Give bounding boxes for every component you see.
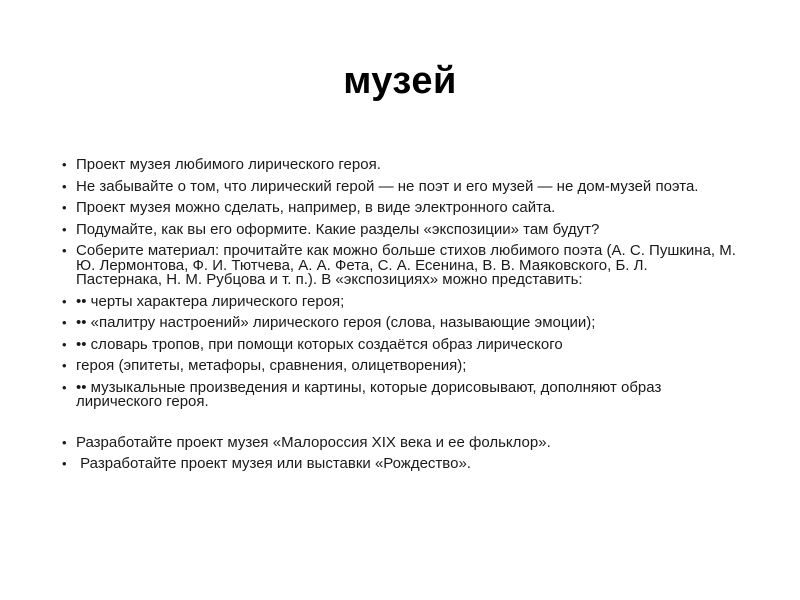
bullet-marker: • [62,434,67,450]
bullet-text: Разработайте проект музея «Малороссия XIX века и ее фольклор». [76,433,551,451]
bullet-marker: • [62,358,67,373]
bullet-marker: • [62,243,67,258]
slide [0,60,800,600]
bullet-item [62,201,736,216]
bullet-list [0,158,800,472]
bullet-marker: • [62,379,67,395]
group-spacer [62,417,736,436]
bullet-text: Не забывайте о том, что лирический герой — не поэт и его музей — не дом-музей поэта. [76,177,699,195]
slide-title: музей [343,60,457,102]
bullet-text: Проект музея можно сделать, например, в виде электронного сайта. [76,199,556,216]
bullet-item [62,177,736,195]
bullet-item [62,242,741,288]
bullet-text: героя (эпитеты, метафоры, сравнения, олицетворения); [76,357,467,374]
bullet-marker: • [62,336,67,352]
bullet-text: Подумайте, как вы его оформите. Какие разделы «экспозиции» там будут? [76,220,600,238]
bullet-marker: • [62,456,67,471]
bullet-text: Соберите материал: прочитайте как можно больше стихов любимого поэта (А. С. Пушкина, М. Ю. Лермонтова, Ф. И. Тютчева, А. А. Фета, С. А. Есенина, В. В. Маяковского, Б. Л. Пастернака, Н. М. Рубцова и т. п.). В «экспозициях» можно представить: [76,242,741,288]
bullet-item [62,457,736,472]
bullet-item [62,158,736,173]
bullet-text: •• «палитру настроений» лирического героя (слова, называющие эмоции); [76,314,596,331]
bullet-marker: • [62,200,67,215]
bullet-item [62,378,736,410]
bullet-item [62,335,736,353]
bullet-item [62,292,736,310]
bullet-text: •• словарь тропов, при помощи которых создаётся образ лирического [76,335,563,353]
bullet-text: •• музыкальные произведения и картины, которые дорисовывают, дополняют образ лирического героя. [76,378,666,410]
bullet-item [62,359,736,374]
bullet-item [62,316,736,331]
bullet-marker: • [62,157,67,172]
bullet-marker: • [62,178,67,194]
bullet-text: Разработайте проект музея или выставки «Рождество». [76,455,471,472]
bullet-item [62,433,736,451]
bullet-marker: • [62,221,67,237]
bullet-item [62,220,736,238]
bullet-marker: • [62,293,67,309]
bullet-text: Проект музея любимого лирического героя. [76,156,381,173]
bullet-text: •• черты характера лирического героя; [76,292,345,310]
bullet-marker: • [62,315,67,330]
